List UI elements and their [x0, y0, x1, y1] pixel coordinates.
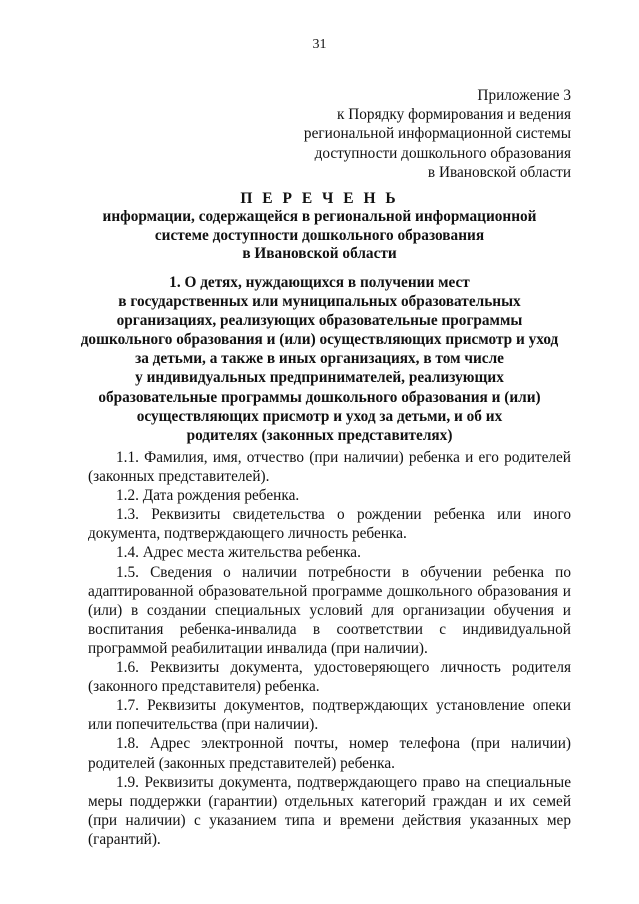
list-item [88, 773, 571, 849]
paragraph-line: (законного представителя) ребенка. [88, 678, 320, 696]
section-heading [60, 273, 579, 445]
paragraph-line: 1.6. Реквизиты документа, удостоверяющего личность родителя [116, 659, 571, 677]
list-item [88, 696, 571, 734]
annex-block [260, 86, 571, 182]
paragraph-line: или попечительства (при наличии). [88, 716, 319, 734]
paragraph-line: родителей (законных представителей) ребенка. [88, 754, 395, 772]
annex-line: Приложение 3 [477, 87, 571, 104]
document-title: П Е Р Е Ч Е Н Ь [240, 190, 399, 207]
section-heading-line: у индивидуальных предпринимателей, реализующих [135, 369, 504, 387]
paragraph-line: меры поддержки (гарантии) отдельных категорий граждан и их семей [88, 792, 571, 810]
paragraph-line: 1.9. Реквизиты документа, подтверждающего право на специальные [116, 773, 571, 791]
paragraph-line: 1.3. Реквизиты свидетельства о рождении ребенка или иного [116, 506, 571, 524]
list-item [88, 486, 571, 505]
list-item [88, 448, 571, 486]
paragraph-line: (или) в создании специальных условий для организации обучения и [88, 601, 571, 619]
page-number: 31 [312, 37, 327, 52]
paragraph-line: (законных представителей). [88, 468, 270, 486]
paragraph-line: адаптированной образовательной программе дошкольного образования и [88, 582, 571, 600]
paragraph-line: 1.2. Дата рождения ребенка. [116, 487, 300, 505]
list-item [88, 543, 571, 562]
list-item [88, 563, 571, 658]
paragraph-line: (при наличии) с указанием типа и времени действия указанных мер [88, 811, 571, 829]
document-subtitle [60, 208, 579, 264]
annex-line: доступности дошкольного образования [314, 144, 571, 162]
annex-line: к Порядку формирования и ведения [336, 106, 571, 124]
section-heading-line: родителях (законных представителях) [186, 426, 453, 444]
section-heading-line: в государственных или муниципальных образовательных [118, 293, 521, 311]
paragraph-line: 1.7. Реквизиты документов, подтверждающих установление опеки [116, 697, 571, 715]
subtitle-line: в Ивановской области [242, 245, 397, 263]
subtitle-line: информации, содержащейся в региональной информационной [102, 208, 537, 225]
section-heading-line: за детьми, а также в иных организациях, в том числе [135, 350, 504, 368]
paragraph-line: 1.1. Фамилия, имя, отчество (при наличии) ребенка и его родителей [116, 449, 571, 466]
section-heading-line: 1. О детях, нуждающихся в получении мест [169, 274, 470, 291]
annex-line: региональной информационной системы [303, 125, 571, 143]
list-item [88, 505, 571, 543]
annex-line: в Ивановской области [427, 163, 571, 181]
section-heading-line: осуществляющих присмотр и уход за детьми, и об их [136, 407, 503, 425]
paragraph-line: документа, подтверждающего личность ребенка. [88, 525, 407, 543]
section-heading-line: дошкольного образования и (или) осуществляющих присмотр и уход [80, 331, 559, 349]
list-item [88, 658, 571, 696]
paragraph-line: (гарантий). [88, 830, 161, 848]
paragraph-line: воспитания ребенка-инвалида в соответствии с индивидуальной [88, 620, 571, 638]
paragraph-line: 1.5. Сведения о наличии потребности в обучении ребенка по [116, 563, 571, 581]
paragraph-line: 1.8. Адрес электронной почты, номер телефона (при наличии) [116, 735, 571, 753]
list-item [88, 734, 571, 772]
items-list [88, 448, 571, 849]
section-heading-line: организациях, реализующих образовательные программы [116, 312, 523, 330]
section-heading-line: образовательные программы дошкольного образования и (или) [98, 388, 541, 406]
subtitle-line: системе доступности дошкольного образования [154, 226, 485, 244]
paragraph-line: программой реабилитации инвалида (при наличии). [88, 639, 428, 657]
paragraph-line: 1.4. Адрес места жительства ребенка. [116, 544, 361, 562]
